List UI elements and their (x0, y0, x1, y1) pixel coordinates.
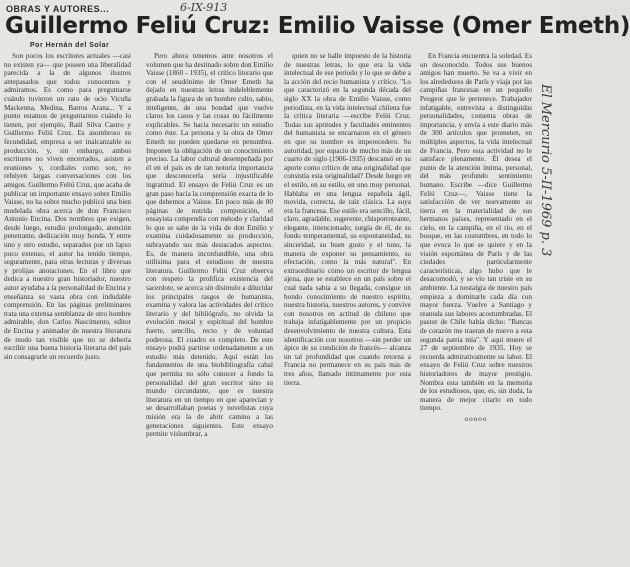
column-1-text: Son pocos los escritores actuales —casi no existen ya— que poseen una liberalidad parecida a la de algunos ilustres antepasados que todos conocemos y admiramos. Es como para preguntarse cuándo tuvieron un rato de ocio Vicuña Mackenna, Medina, Barros Arana... Y a punto estamos de preguntarnos cuándo lo tienen, por ejemplo, Raúl Silva Castro y Guillermo Feliú Cruz. Es asombroso su fecundidad, empresa a ser inalcanzable su producción, y, sin embargo, ambos escritores no viven encerrados, asisten a reuniones y, cordiales como son, no rehúyen largas conversaciones con los amigos. Guillermo Feliú Cruz, que acaba de publicar un importante ensayo sobre Emilio Vaisse, no ha sobre mucho publicó una bien modelada obra acerca de don Francisco Antonio Encina. Dos nombres que exigen, desde luego, estudio prolongado, atención penetrante, dedicación muy honda. Y entre uno y otro estudio, separados por un lapso poco extenso, el autor ha tenido tiempo, seguramente, para otras lecturas y diversas y prolijas anotaciones. En el libro que dedica a nuestro gran historiador, nuestro autor ayudaba a la personalidad de Encina y enseñanza su vasta obra con indudable comprensión. En las páginas preliminares trata una extensa semblanza de otro hombre admirable, don Carlos Nascimento, editor de Encina y animador de nuestra literatura de modo tan visible que no se debería escribir una buena historia literaria del país sin consagrarle un recuerdo justo. (4, 52, 131, 361)
article-headline: Guillermo Feliú Cruz: Emilio Vaisse (Omer Emeth) (5, 13, 630, 39)
section-kicker: OBRAS Y AUTORES... (6, 4, 110, 14)
column-2-text: Pero ahora tenemos ante nosotros el volumen que ha destinado sobre don Emilio Vaisse (1860 - 1935), el crítico literario que con el seudónimo de Omer Emeth ha dejado en nuestras letras indeleblemente grabada la figura de un hombre culto, sabio, inteligente, de una bondad que vuelve claros los casos y las cosas no fácilmente explicables. Se hacía necesario un estudio como éste. La persona y la obra de Omer Emeth no pueden quedarse en penumbra. Imponen la obligación de un conocimiento preciso. La labor cultural desempeñada por él en el país es de tan notoria importancia que desconocerla sería injustificable ingratitud. El ensayo de Feliú Cruz es un gran paso hacia la comprensión exacta de lo que debemos a Vaisse. En poco más de 80 páginas de nutrida composición, el ensayista compendia con método y claridad lo que se sabe de la vida de don Emilio y examina cuidadosamente su producción, subrayando sus más destacados aspectos. Es, de manera inconfundible, una obra utilísima para el estudioso de nuestra literatura. Guillermo Feliú Cruz observa con respeto la prolífica existencia del sacerdote, se acerca sin disimulo a dilucidar los principales rasgos de humanista, examina y valora las actividades del crítico literario y del bibliógrafo, no olvida la evolución moral y espiritual del hombre fuerte, sencillo, recto y de voluntad poderosa. El cuadro es completo. De este ensayo podrá partirse ordenadamente a un estudio más detenido. Aquí están los fundamentos de una biobibliografía cabal que permita no sólo conocer a fondo la personalidad del gran escritor sino su mundo circundante, que es nuestra literatura en un tiempo en que aparecían y se desarrollaban poetas y novelistas cuya misión era la de abrir camino a las generaciones siguientes. Este ensayo permite vislumbrar, a (146, 52, 273, 439)
article-column-2 (146, 52, 273, 564)
column-4-text: En Francia encuentra la soledad. Es un desconocido. Todos sus buenos amigos han muerto. Se va a vivir en los alrededores de París y viaja por las campiñas francesas en un pequeño Peugeot que le pertenece. Trabajador infatigable, entrevista a distinguidas personalidades, comenta obras de importancia, y envía a este diario más de 300 artículos que prometen, en múltiples aspectos, la vida intelectual de Francia. Pero esta actividad no le satisface plenamente. Él desea el punto de la atención íntima, personal, del más profundo sentimiento humano. Escribe —dice Guillermo Feliú Cruz—, Vaisse tiene la satisfacción de ver nuevamente su tierra en la materialidad de sus hermanos países, representado en el cielo, en la campiña, en el río, en el bosque, en las costumbres, en todo lo que evoca lo que se quiere y en la visión espontánea de París y de las ciudades particularmente características, algo hubo que le desacomodó, y se vio tan triste en su ambiente. La nostalgia de nuestro país empieza a dominarle cada día con mayor fuerza. Vuelve a Santiago y reanuda sus labores acostumbradas. El pastor de Chile había dicho: "Bancas de corazón me traeran de nuevo a esta segunda patria mía". Y aquí muere el 27 de septiembre de 1935. Hoy se recuerda admirativamente su labor. El ensayo de Feliú Cruz sobre nuestros historiadores de mayor prestigio. Nombra esta también en la memoria de los estudiosos, que, es, sin duda, la manera de mejor citarlo en todo tiempo. (420, 52, 532, 413)
article-column-3 (284, 52, 411, 564)
column-3-text: quien no se halle impuesto de la historia de nuestras letras, lo que era la vida intelectual de ese período y lo que se debe a la acción del recio humanista y crítico. "Lo que caracterizó en la segunda década del siglo XX la obra de Emilio Vaisse, como periodista, en la vida intelectual chilena fue la crítica literaria —escribe Feliú Cruz. Todas sus aptitudes y facultades eminentes del humanista se encarnaron en el género en que su nombre es imperecedero. Su autoridad, por espacio de mucho más de un cuarto de siglo (1906-1935) descansó en su aporte como crítico de una originalidad que consistía esta originalidad? Desde luego en el estilo, en su estilo, en uno muy personal. Hablaba en una lengua española ágil, movida, correcta, de raíz clásica. La suya era la francesa. Ese estilo era sencillo, fácil, claro, agradable, sugerente, chisporroteante, elegante, intencionado; surgía de él, de su fondo temperamental, su espontaneidad, su sinceridad, su buen gusto y el tono, la manera de exponer su pensamiento, su efectación, como la más natural". En extraordinario cómo un escritor de lengua ajena, que se establece en un país sobre el cual nada sabía a su llegada, consigue un hondo conocimiento de nuestro espíritu, nuestra historia, nuestros autores, y convive con nosotros en actitud de chileno que trabaja infatigablemente por un propicio desenvolvimiento de nuestra cultura. Esta identificación con nosotros —sin perder un ápice de su condición de francés— alcanza un tal profundidad que cuando retorna a Francia no permanece en su país más de tres años, llamado íntimamente por esta tierra. (284, 52, 411, 387)
article-column-1 (4, 52, 131, 564)
article-end-mark: ooooo (464, 414, 488, 423)
handwritten-date-text: 6-IX-913 (180, 1, 228, 14)
article-column-4 (420, 52, 532, 564)
handwritten-date-note (178, 0, 258, 14)
article-byline: Por Hernán del Solar (30, 42, 110, 49)
handwritten-margin-text: El Mercurio 5-II-1969 p. 3 (538, 84, 553, 257)
